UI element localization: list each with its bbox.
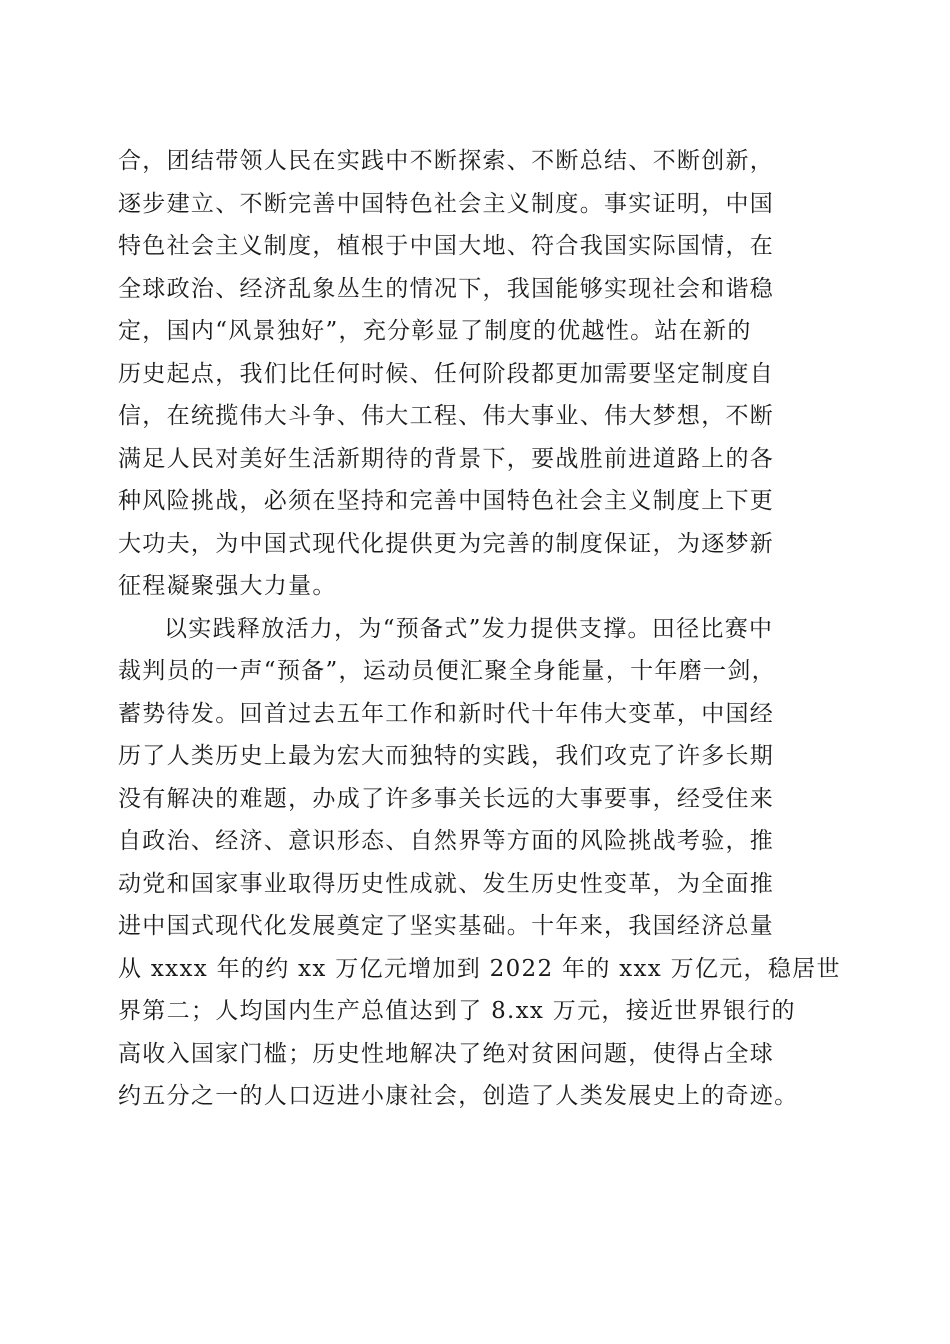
paragraph-2-line-6: 自政治、经济、意识形态、自然界等方面的风险挑战考验，推 [118, 828, 775, 854]
paragraph-2-line-12: 约五分之一的人口迈进小康社会，创造了人类发展史上的奇迹。 [118, 1083, 799, 1109]
paragraph-1-line-9: 种风险挑战，必须在坚持和完善中国特色社会主义制度上下更 [118, 488, 775, 514]
paragraph-1-line-2: 逐步建立、不断完善中国特色社会主义制度。事实证明，中国 [118, 190, 775, 217]
paragraph-2-line-11: 高收入国家门槛；历史性地解决了绝对贫困问题，使得占全球 [118, 1040, 775, 1067]
paragraph-1-line-3: 特色社会主义制度，植根于中国大地、符合我国实际国情，在 [118, 233, 775, 259]
paragraph-1-line-4: 全球政治、经济乱象丛生的情况下，我国能够实现社会和谐稳 [118, 275, 775, 302]
paragraph-1-line-11: 征程凝聚强大力量。 [118, 573, 337, 599]
paragraph-2-line-9: 从 xxxx 年的约 xx 万亿元增加到 2022 年的 xxx 万亿元，稳居世 [118, 955, 841, 982]
paragraph-2-line-3: 蓄势待发。回首过去五年工作和新时代十年伟大变革，中国经 [118, 700, 775, 727]
paragraph-2-line-5: 没有解决的难题，办成了许多事关长远的大事要事，经受住来 [118, 785, 775, 812]
paragraph-1-line-5: 定，国内“风景独好”，充分彰显了制度的优越性。站在新的 [118, 318, 752, 344]
paragraph-1-line-7: 信，在统揽伟大斗争、伟大工程、伟大事业、伟大梦想，不断 [118, 403, 775, 429]
paragraph-2-line-4: 历了人类历史上最为宏大而独特的实践，我们攻克了许多长期 [118, 743, 775, 769]
paragraph-2-line-10: 界第二；人均国内生产总值达到了 8.xx 万元，接近世界银行的 [118, 998, 796, 1024]
paragraph-1-line-6: 历史起点，我们比任何时候、任何阶段都更加需要坚定制度自 [118, 360, 775, 387]
paragraph-1-line-8: 满足人民对美好生活新期待的背景下，要战胜前进道路上的各 [118, 445, 775, 472]
paragraph-2-line-2: 裁判员的一声“预备”，运动员便汇聚全身能量，十年磨一剑， [118, 658, 776, 684]
body-text [118, 140, 858, 1118]
paragraph-1-line-10: 大功夫，为中国式现代化提供更为完善的制度保证，为逐梦新 [118, 530, 775, 557]
paragraph-2-line-8: 进中国式现代化发展奠定了坚实基础。十年来，我国经济总量 [118, 913, 775, 939]
paragraph-2-line-7: 动党和国家事业取得历史性成就、发生历史性变革，为全面推 [118, 870, 775, 897]
paragraph-1-line-1: 合，团结带领人民在实践中不断探索、不断总结、不断创新， [118, 148, 775, 174]
paragraph-2-line-1: 以实践释放活力，为“预备式”发力提供支撑。田径比赛中 [164, 615, 774, 642]
